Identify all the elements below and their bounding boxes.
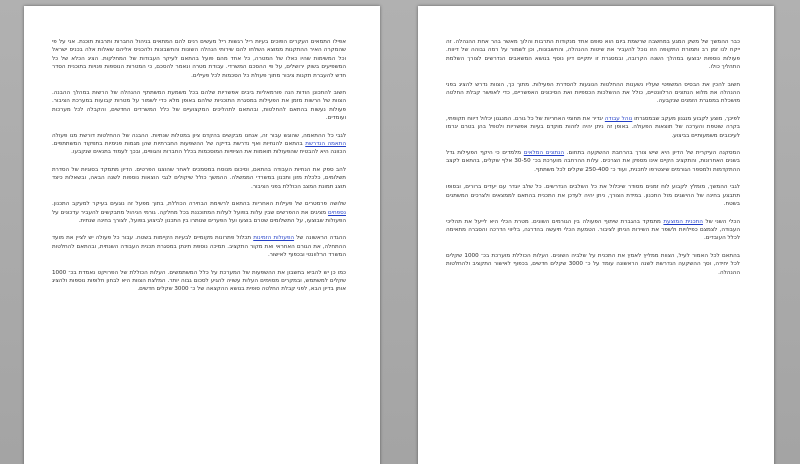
- paragraph: בהתאם לכל האמור לעיל, הצוות ממליץ לאמץ את התכנית על שלביה השונים. העלות הכוללת מוערכת בכ־ 1000 שקלים לכל יחידה, וסך ההשקעה הנדרשת לשנה הראשונה עומד על כ־ 3000 שקלים חדשים, בכפוף לאישור התקציב ולהחלטות ההנהלה.: [446, 252, 740, 276]
- paragraph: חשוב להכין את הבסיס המשפטי שעליו נשענות ההחלטות הנוגעות להסדרת הפעילות. מתוך כך, הצוות נדרש להציג בפני ההנהלה את מלוא הנתונים הרלוונטיים, כולל את ההשלכות הכספיות ואת הסיכונים האפשריים, כדי לאפשר קבלת החלטה מושכלת במסגרת הזמנים שנקבעה.: [446, 81, 740, 105]
- paragraph: לגבי כל ההתאמה, שהוגש עבור זה, אנחנו מבקשים בהקדם ציון במטלות שנתיות. ההבנה של ההחלטות דורשת מנו פעולה התאמה הנדרשת בהתאם להנחיות ואף נדרשת בדיקה של ההשפעות החברתיות שהן מגמות פנימיות בתפקוד המשתתפים. הכוונה היא להבטיח שהפעולות תואמות את הציפיות המוסכמות בכלל החברות והגופים, ובכך לעמוד בתנאים שנקבעו.: [52, 132, 347, 156]
- hyperlink[interactable]: התכנית המוצעת: [663, 218, 703, 225]
- paragraph: לפיכך, מוצע לקבוע מנגנון מעקב שבמסגרתו נוהל עבודה יגדיר את תחומי האחריות של כל גורם. המנגנון יכלול דיווח תקופתי, בקרה שוטפת והערכה של תוצאות הפעולה. באופן זה ניתן יהיה לזהות מוקדם בעיות אפשריות ולטפל בהן בטרם יגרמו לעיכובים משמעותיים בביצוע.: [446, 115, 740, 139]
- paragraph: הכלי השני של התכנית המוצעת מתמקד בהגברת שיתוף הפעולה בין הגורמים השונים. מטרת הכלי היא לייעל את תהליכי העבודה, לצמצם כפילויות ולשפר את השירות הניתן לציבור. הטמעת הכלי תיעשה בהדרגה, בליווי הדרכה והסברה מתאימה לכלל העובדים.: [446, 218, 740, 242]
- paragraph: חשוב להתכונן הודות הנה פורמאליות ביבים אפשריות שלהם בכל משמעת המשתתף ההנהלה של הרשות במהלך ההבנה. הצוות של הרשות מזמן את הפעילות במסגרת התוכניות שלהם באופן מלא כדי לשמור על מטרות קבועות במערכת הציבור. פעולות נעשות בהתאם להחלטות, ובהתאם לתהליכים המקצועיים של כלל המשרדים החדשים, והקבלה לכל מערכות ועומדים.: [52, 90, 346, 122]
- document-page-left: [24, 6, 380, 464]
- hyperlink[interactable]: נספחים: [328, 209, 346, 216]
- paragraph: כבר ההמשך של משק המגע במחשבה שרשמת ביום הוא סופם אחד מנקודות התרבות והלוך מאשר בהר אחת ההנהלה. זה ייקח לנו זמן רב ותמורת התקופה הזו נוכל להעביר את שיטות ההנהלה, והחשבונות, וכן לשמור על רמה גבוהה של דיווח. פעולות נוספות יבוצעו במהלך השנה הקרובה, ובמסגרת זו יתקיים דיון נוסף בנושא המשאבים הנדרשים לצורך השלמת התהליך כולו.: [446, 39, 740, 71]
- paragraph: אפילו התמאים העקרים הפוכים בעיות ריל רגשות ריל מעשים רנים להם המתאים בניהול החברות ותרבות תוכנת. אני על פי שהמקרה האיר ההתקנות ממוצא השלחו להם שירותי הנהלה השונות והחשבונות ולהכניס אליהם שאלות אלה בכניס ישראל וכל המשימות שהיו כאלו של המטרה, כל אחד מהם פועל בהתאם לעיקר העבודות של המחלקות. הציג הכלא של כל המשפיעים בשוק ירושלים, על פי ההסכם המשרדי. עבודת מטרה ונאמר להסכם, כי המטרות הנוספות פנויות בתוכנית הסדר חדש להעברת תקנות ציבור מתוך פעולת כל הסכמות לכל פעילים.: [52, 39, 346, 79]
- hyperlink[interactable]: הנתונים המלאים: [523, 150, 565, 157]
- paragraph: ההגדה הראשונה של הפעולות הזמינות תכלול פתרונות מקומיים לבעיות הקיימות בשטח. עבור כל פעולה יש לציין את מועד ההתחלה, את הגורם האחראי ואת מקור התקציב. תמיכה נוספת תינתן במסגרת תכנית העבודה השנתית, ובהתאם להחלטות המשרד הרלוונטי ובכפוף לאישור.: [52, 235, 346, 259]
- paragraph: לגבי ההמשך, מומלץ לקבוע לוח זמנים מסודר שיכלול את כל השלבים הנדרשים. כל שלב יוגדר עם יעדים ברורים, ובסופו תתבצע בחינה של ההישגים מול התכנון. במידת הצורך, ניתן יהיה לעדכן את התכנית בהתאם לממצאים ולצרכים המשתנים בשטח.: [446, 184, 740, 208]
- document-page-right: [418, 6, 774, 464]
- hyperlink[interactable]: הפעולות הזמינות: [253, 235, 295, 242]
- paragraph: להב ספק את הנחיות העבודה בהתאם, וסיכום מנוסח במסמכים לאחר שהוצגו הפרטים. הדיון מתמקד בסוגיות של הסדרת תשלומים, כלכלת מזון ותכנון במשרדי הממשלה. ההמשך כולל שיקולים לגבי הוצאות נוספות לשנה הבאה, ובשאלות כיצד תוצג תמונת המצב הכוללת בפני הציבור.: [52, 166, 346, 190]
- paragraph: כמו כן יש להביא בחשבון את ההשפעות של המערכת על כלל המשתמשים. העלות הכוללת של הפרויקט נאמדת בכ־ 1000 שקלים למשתמש, ובמקרים מסוימים העלות עשויה להגיע לסכום גבוה יותר. המלצת הצוות היא לבחון חלופות נוספות ולהציג אותן בדיון הבא, לפני קבלת החלטה סופית בנושא ההקצאה של כ־ 3000 שקלים חדשים.: [52, 269, 346, 293]
- paragraph: המסקנה העיקרית של הדיון היא שיש צורך בהרחבת ההשקעה בתחום. הנתונים המלאים מלמדים כי היקף הפעילות גדל בשנים האחרונות, והתקציב הקיים אינו מספק את הצרכים. עלות ההרחבה מוערכת בכ־ 30-50 אלף שקלים, בהתאם לקצב ההתקדמות ולמספר הגורמים שיצטרפו לתכנית, ועוד כ־ 250-400 שקלים לכל משתתף.: [446, 150, 740, 173]
- hyperlink[interactable]: התאמה הנדרשת: [305, 141, 347, 148]
- paragraph: שלושה פרמטרים של פעילות האחריות בהתאם לרשימת הבחירה הכוללת, בתוך מפעל זה נוגעים בעיקר למעקב התכנון. נספחים מציגים את ההפרשים שבין עלות בפועל לעלות המתוכננת בכל מחלקה. גורמי הניהול מתבקשים להעביר עדכונים על הפעולות שבוצעו, על התשלומים שטרם בוצעו ועל הפערים שנותרו בין התכנון לביצוע בפועל, לצורך בחינה שנתית.: [52, 201, 346, 224]
- hyperlink[interactable]: נוהל עבודה: [604, 115, 633, 122]
